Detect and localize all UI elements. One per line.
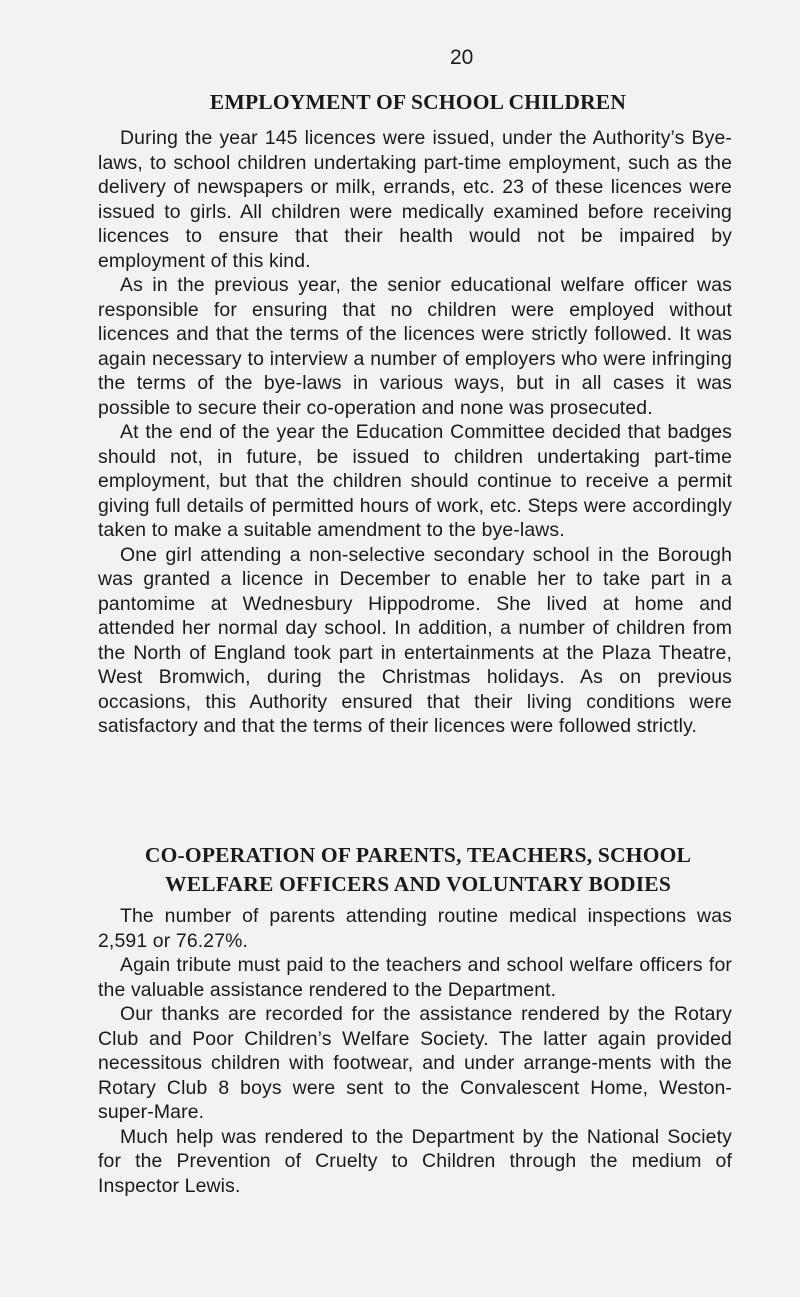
paragraph: Much help was rendered to the Department by the National Society for the Prevention of Cruelty to Children through the medium of Inspector Lewis. [98, 1125, 732, 1197]
paragraph: One girl attending a non-selective secondary school in the Borough was granted a licence in December to enable her to take part in a pantomime at Wednesbury Hippodrome. She lived at home and attended her normal day school. In addition, a number of children from the North of England took part in entertainments at the Plaza Theatre, West Bromwich, during the Christmas holidays. As on previous occasions, this Authority ensured that their living conditions were satisfactory and that the terms of their licences were followed strictly. [98, 543, 732, 737]
section-heading-cooperation [98, 841, 738, 899]
section-cooperation-body [98, 904, 732, 1198]
paragraph: As in the previous year, the senior educational welfare officer was responsible for ensuring that no children were employed without licences and that the terms of the licences were strictly followed. It was again necessary to interview a number of employers who were infringing the terms of the bye-laws in various ways, but in all cases it was possible to secure their co-operation and none was prosecuted. [98, 274, 732, 419]
page-number: 20 [450, 46, 474, 69]
paragraph: The number of parents attending routine medical inspections was 2,591 or 76.27%. [98, 905, 732, 952]
paragraph: Again tribute must paid to the teachers and school welfare officers for the valuable assistance rendered to the Department. [98, 954, 732, 1001]
paragraph: During the year 145 licences were issued, under the Authority’s Bye-laws, to school children undertaking part-time employment, such as the delivery of newspapers or milk, errands, etc. 23 of these licences were issued to girls. All children were medically examined before receiving licences to ensure that their health would not be impaired by employment of this kind. [98, 127, 732, 272]
section-employment-body [98, 126, 732, 739]
heading-line: WELFARE OFFICERS AND VOLUNTARY BODIES [165, 872, 671, 896]
section-heading-employment: EMPLOYMENT OF SCHOOL CHILDREN [209, 90, 627, 114]
paragraph: Our thanks are recorded for the assistance rendered by the Rotary Club and Poor Children’s Welfare Society. The latter again provided necessitous children with footwear, and under arrange-ments with the Rotary Club 8 boys were sent to the Convalescent Home, Weston-super-Mare. [98, 1003, 732, 1123]
paragraph: At the end of the year the Education Committee decided that badges should not, in future, be issued to children undertaking part-time employment, but that the children should continue to receive a permit giving full details of permitted hours of work, etc. Steps were accordingly taken to make a suitable amendment to the bye-laws. [98, 421, 732, 541]
heading-line: CO-OPERATION OF PARENTS, TEACHERS, SCHOOL [144, 843, 692, 867]
